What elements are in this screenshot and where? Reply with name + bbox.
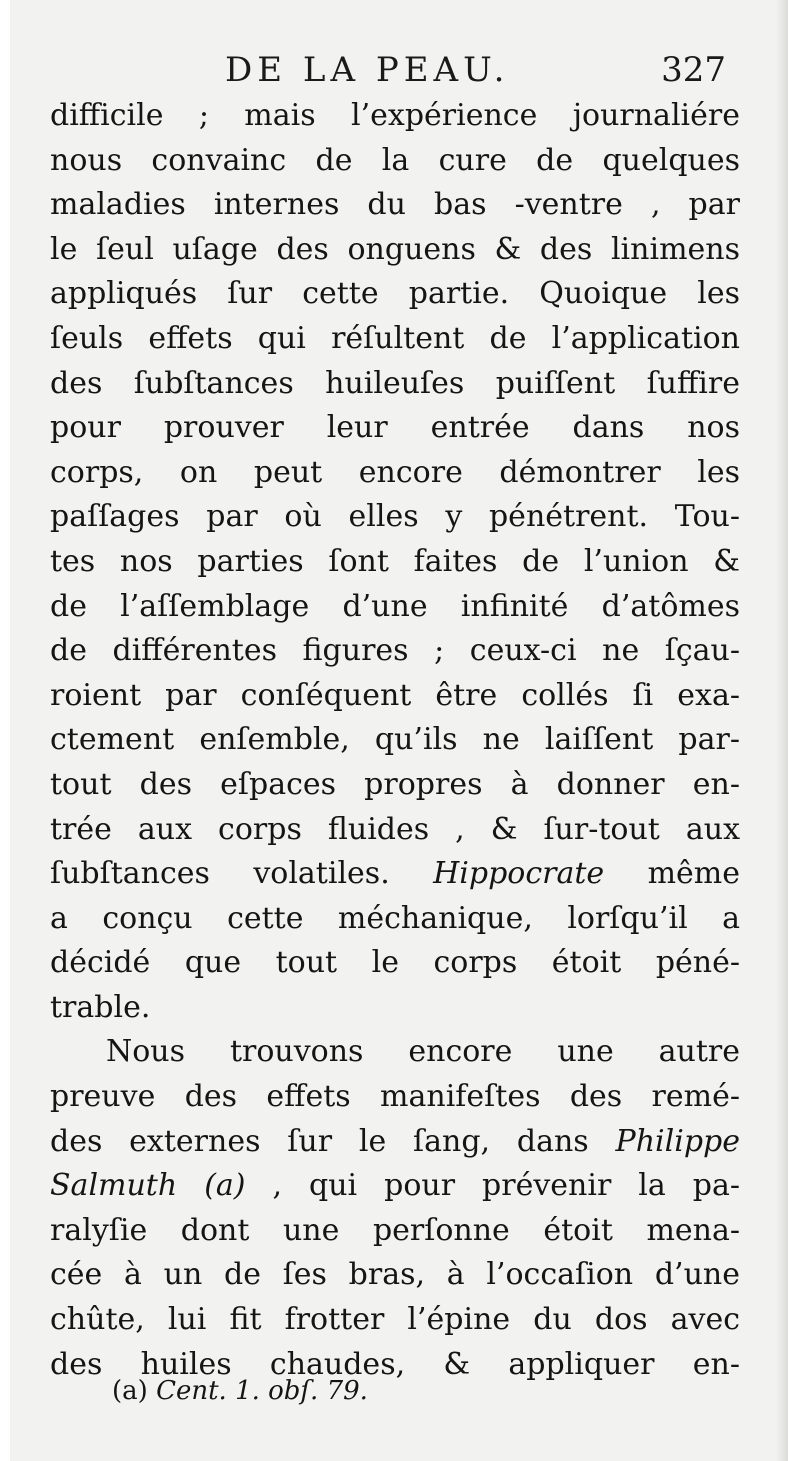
text-line: tes nos parties ſont faites de l’union & <box>50 543 740 579</box>
text-line: des ſubſtances huileuſes puiſſent ſuffire <box>50 365 740 401</box>
body-text <box>50 94 740 1387</box>
footnote-reference: (a) <box>204 1168 246 1204</box>
text-line: ſeuls effets qui réſultent de l’application <box>50 320 740 356</box>
text-line: ralyſie dont une perſonne étoit mena- <box>50 1212 740 1248</box>
text-line: des huiles chaudes, & appliquer en- <box>50 1346 740 1382</box>
text-segment: même <box>604 856 740 892</box>
text-line: a conçu cette méchanique, lorſqu’il a <box>50 900 740 936</box>
page-number: 327 <box>661 50 726 90</box>
footnote-citation: Cent. 1. obſ. 79. <box>156 1376 368 1406</box>
paragraph-start-line: Nous trouvons encore une autre <box>106 1034 740 1070</box>
page-spine-shadow <box>776 0 788 1461</box>
text-line: preuve des effets manifeſtes des remé- <box>50 1079 740 1115</box>
text-line <box>50 1164 740 1209</box>
text-line: de l’aſſemblage d’une infinité d’atômes <box>50 588 740 624</box>
text-line: trée aux corps fluides , & ſur-tout aux <box>50 811 740 847</box>
italic-name-salmuth: Salmuth <box>50 1168 178 1204</box>
text-line <box>50 1120 740 1165</box>
text-line: chûte, lui fit frotter l’épine du dos avec <box>50 1302 740 1338</box>
page-header <box>10 50 788 94</box>
text-line: difficile ; mais l’expérience journaliére <box>50 98 740 133</box>
text-line: le ſeul uſage des onguens & des linimens <box>50 231 740 267</box>
text-line: roient par conſéquent être collés ſi exa- <box>50 677 740 713</box>
text-segment: ſubſtances volatiles. <box>50 856 390 892</box>
text-segment: , qui pour prévenir la pa- <box>245 1168 740 1204</box>
text-line: trable. <box>50 989 151 1025</box>
italic-name-philippe: Philippe <box>615 1123 740 1159</box>
footnote <box>112 1376 368 1406</box>
text-line: appliqués ſur cette partie. Quoique les <box>50 276 740 312</box>
italic-name-hippocrate: Hippocrate <box>433 856 605 892</box>
text-line: paſſages par où elles y pénétrent. Tou- <box>50 499 740 535</box>
text-line: maladies internes du bas -ventre , par <box>50 187 740 223</box>
text-line: tout des eſpaces propres à donner en- <box>50 766 740 802</box>
text-line: ctement enſemble, qu’ils ne laiſſent par- <box>50 722 740 758</box>
text-segment: des externes ſur le ſang, dans <box>50 1123 589 1159</box>
book-page <box>10 0 788 1461</box>
text-line: nous convainc de la cure de quelques <box>50 142 740 178</box>
text-line: pour prouver leur entrée dans nos <box>50 410 740 446</box>
text-line: corps, on peut encore démontrer les <box>50 454 740 490</box>
text-line: décidé que tout le corps étoit péné- <box>50 945 740 981</box>
text-line <box>50 852 740 897</box>
footnote-marker: (a) <box>112 1376 148 1406</box>
text-line: de différentes figures ; ceux-ci ne ſçau- <box>50 633 740 669</box>
text-line: cée à un de ſes bras, à l’occaſion d’une <box>50 1257 740 1293</box>
running-head: DE LA PEAU. <box>225 50 510 90</box>
